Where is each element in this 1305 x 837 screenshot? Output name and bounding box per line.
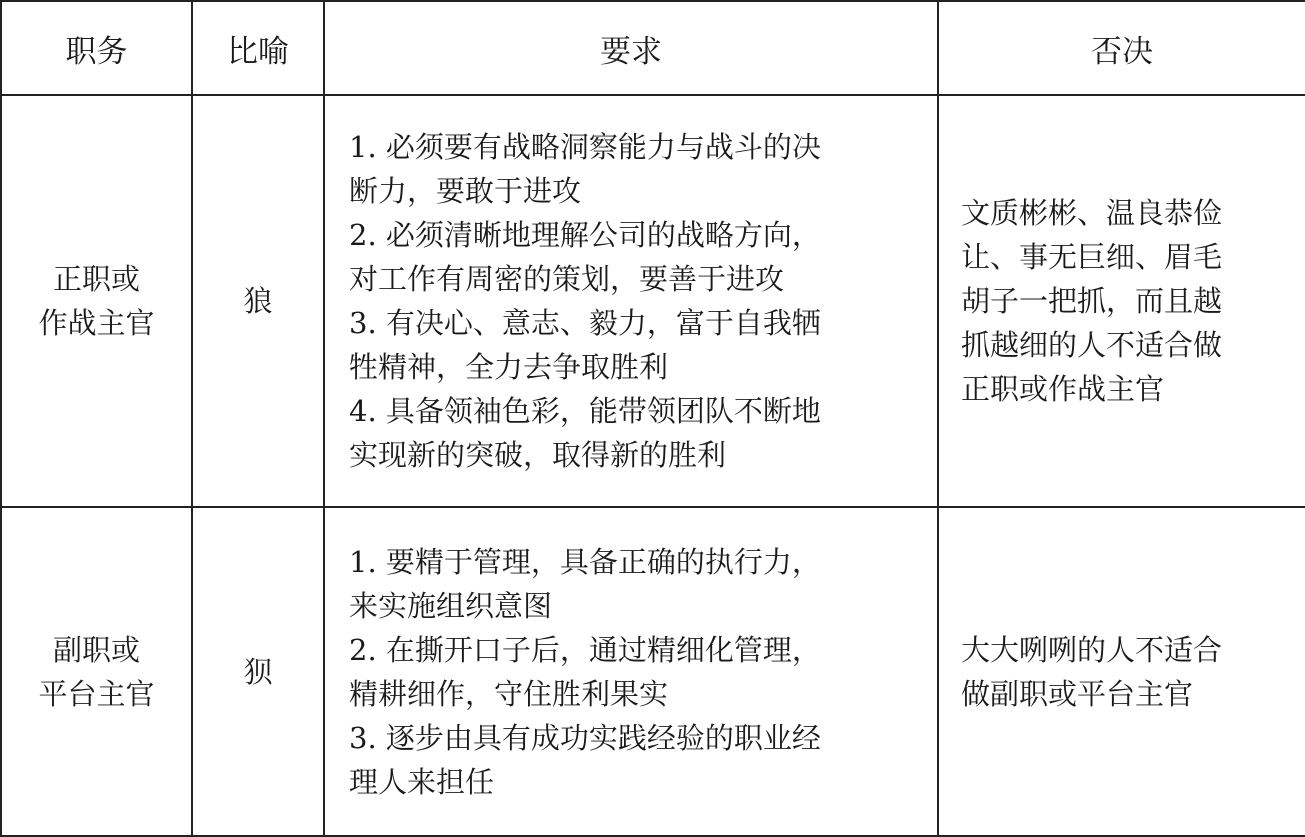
requirement-line: 断力，要敢于进攻 [349,174,582,208]
requirement-line: 2. 必须清晰地理解公司的战略方向， [349,218,821,252]
requirement-line: 3. 有决心、意志、毅力，富于自我牺 [349,306,821,340]
role-cell [1,507,192,836]
negation-line: 胡子一把抓，而且越 [961,284,1223,318]
requirement-line: 2. 在撕开口子后，通过精细化管理， [349,632,821,667]
role-line: 平台主官 [38,676,155,711]
header-metaphor: 比喻 [192,1,324,95]
role-cell [1,95,192,507]
requirement-line: 实现新的突破，取得新的胜利 [349,438,727,472]
negation-cell [938,507,1305,836]
requirement-line: 来实施组织意图 [349,588,553,623]
requirement-line: 理人来担任 [349,764,495,799]
table-row [1,507,1305,836]
negation-line: 做副职或平台主官 [961,676,1194,711]
negation-cell [938,95,1305,507]
negation-line: 文质彬彬、温良恭俭 [961,196,1223,230]
header-row [1,1,1305,95]
metaphor-cell: 狼 [192,95,324,507]
requirement-line: 1. 必须要有战略洞察能力与战斗的决 [349,130,821,164]
header-requirements: 要求 [324,1,938,95]
requirements-cell [324,507,938,836]
requirement-line: 对工作有周密的策划，要善于进攻 [349,262,785,296]
requirement-line: 1. 要精于管理，具备正确的执行力， [349,544,821,579]
requirement-line: 精耕细作，守住胜利果实 [349,676,669,711]
role-line: 正职或 [52,262,140,296]
requirements-cell [324,95,938,507]
header-negation: 否决 [938,1,1305,95]
negation-line: 抓越细的人不适合做 [961,328,1223,362]
requirement-line: 4. 具备领袖色彩，能带领团队不断地 [349,394,821,428]
table-row [1,95,1305,507]
negation-line: 让、事无巨细、眉毛 [961,240,1223,274]
negation-line: 大大咧咧的人不适合 [961,632,1223,667]
metaphor-cell: 狈 [192,507,324,836]
requirement-line: 3. 逐步由具有成功实践经验的职业经 [349,720,821,755]
role-line: 作战主官 [38,306,155,340]
requirement-line: 牲精神，全力去争取胜利 [349,350,669,384]
header-role: 职务 [1,1,192,95]
role-line: 副职或 [52,632,140,667]
negation-line: 正职或作战主官 [961,372,1165,406]
